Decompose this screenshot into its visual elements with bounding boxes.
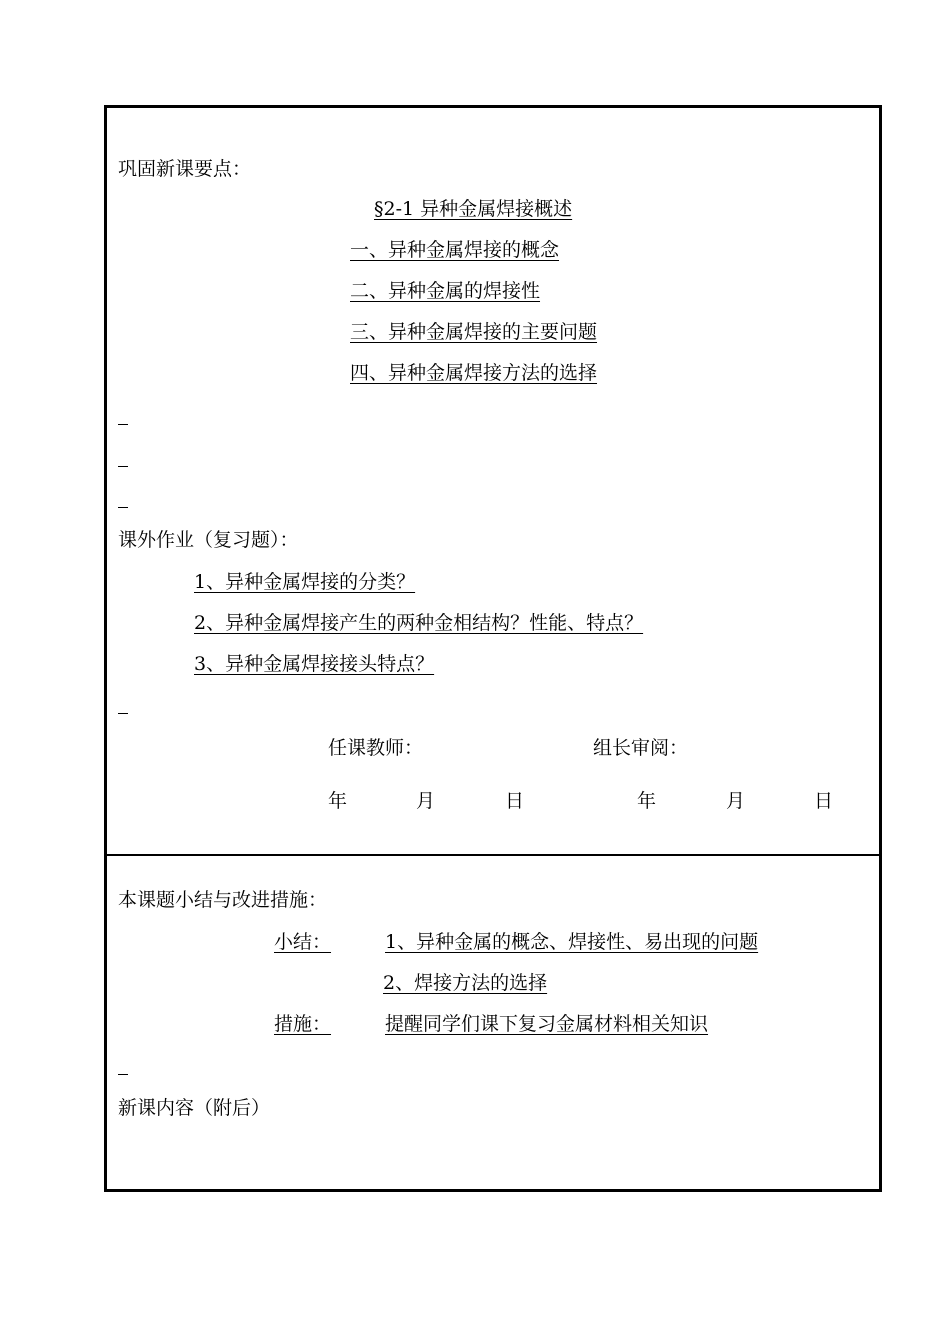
blank-line-mark [118, 507, 128, 508]
measures-label: 措施： [274, 1013, 332, 1035]
homework-line [118, 652, 434, 676]
summary-heading: 本课题小结与改进措施： [118, 889, 328, 911]
summary-item-1: 1、异种金属的概念、焊接性、易出现的问题 [385, 931, 759, 953]
point-4: 四、异种金属焊接方法的选择 [350, 362, 598, 384]
homework-item-2: 2、异种金属焊接产生的两种金相结构？性能、特点？ [194, 612, 644, 634]
summary-line [118, 971, 547, 995]
blank-line-mark [118, 466, 128, 467]
summary-label: 小结： [274, 931, 332, 953]
homework-line [118, 570, 415, 594]
measures-text: 提醒同学们课下复习金属材料相关知识 [385, 1013, 709, 1035]
section-divider [107, 854, 879, 856]
teacher-label: 任课教师： [328, 737, 424, 759]
summary-line [118, 930, 758, 954]
point-line [118, 238, 559, 262]
teacher-year: 年 [328, 790, 348, 812]
homework-heading: 课外作业（复习题）： [118, 529, 299, 551]
homework-line [118, 611, 643, 635]
new-content-note: 新课内容（附后） [118, 1097, 271, 1119]
section-title-line [118, 197, 572, 221]
blank-line-mark [118, 424, 128, 425]
teacher-month: 月 [416, 790, 436, 812]
summary-item-2: 2、焊接方法的选择 [383, 972, 548, 994]
homework-item-1: 1、异种金属焊接的分类？ [194, 571, 416, 593]
blank-line-mark [118, 713, 128, 714]
review-heading: 巩固新课要点： [118, 158, 252, 180]
homework-item-3: 3、异种金属焊接接头特点？ [194, 653, 435, 675]
point-line [118, 361, 597, 385]
reviewer-day: 日 [814, 790, 834, 812]
blank-line-mark [118, 1074, 128, 1075]
reviewer-month: 月 [726, 790, 746, 812]
point-3: 三、异种金属焊接的主要问题 [350, 321, 598, 343]
point-2: 二、异种金属的焊接性 [350, 280, 541, 302]
point-line [118, 279, 540, 303]
lesson-plan-table [104, 105, 882, 1192]
point-line [118, 320, 597, 344]
measures-line [118, 1012, 708, 1036]
point-1: 一、异种金属焊接的概念 [350, 239, 560, 261]
section-title: §2-1 异种金属焊接概述 [374, 198, 573, 220]
reviewer-year: 年 [637, 790, 657, 812]
teacher-day: 日 [505, 790, 525, 812]
reviewer-label: 组长审阅： [593, 737, 689, 759]
